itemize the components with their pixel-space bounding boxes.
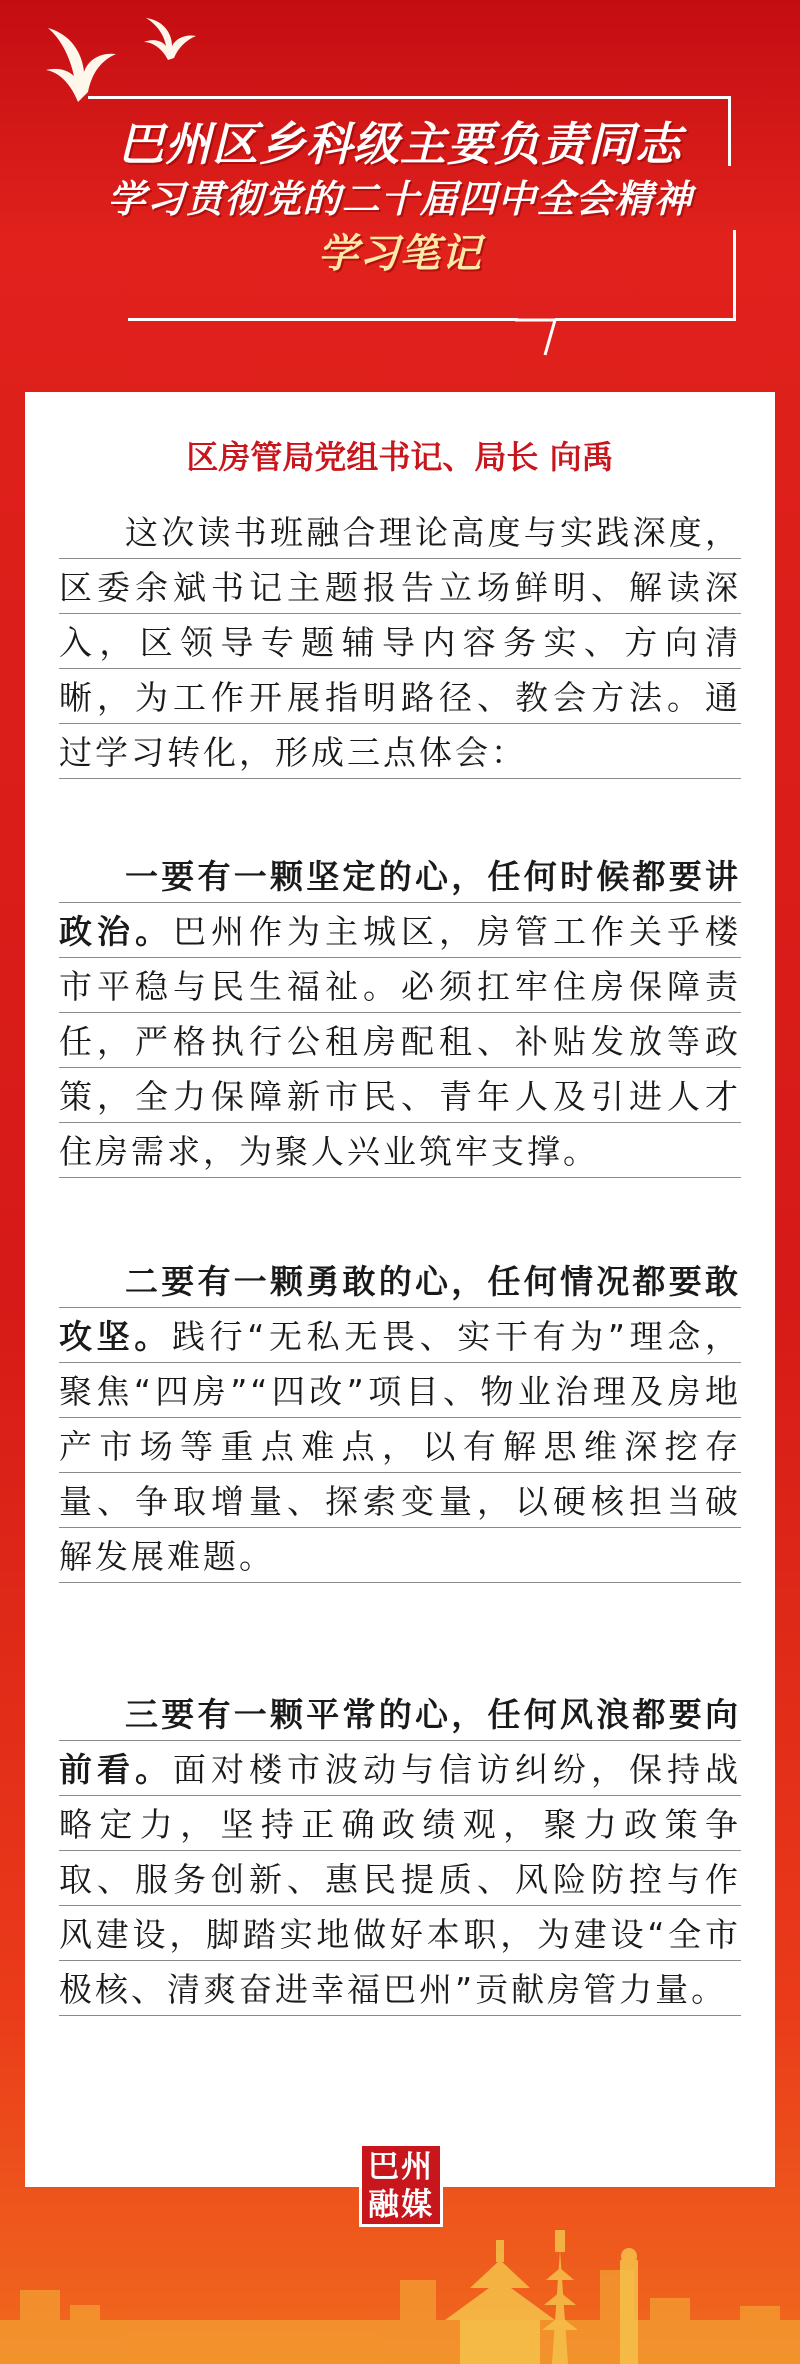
author-line: 区房管局党组书记、局长 向禹 (186, 438, 614, 476)
logo-line-1: 巴州 (368, 2149, 434, 2185)
title-line-3: 学习笔记 (318, 231, 482, 277)
dove-icon (40, 12, 120, 107)
article-card (25, 392, 775, 2187)
paragraph-lead: 二要有一颗勇敢的心，任何情况都要敢攻坚。 (59, 1262, 741, 1356)
frame-line (555, 318, 735, 321)
paragraph-lead: 一要有一颗坚定的心，任何时候都要讲政治。 (59, 857, 741, 951)
paragraph-body: 巴州作为主城区，房管工作关乎楼市平稳与民生福祉。必须扛牢住房保障责任，严格执行公租房配租、补贴发放等政策，全力保障新市民、青年人及引进人才住房需求，为聚人兴业筑牢支撑。 (59, 912, 741, 1171)
title-line-1: 巴州区乡科级主要负责同志 (118, 117, 682, 171)
paragraph-point-2 (59, 1254, 741, 1584)
paragraph-point-1 (59, 849, 741, 1179)
title-line-2: 学习贯彻党的二十届四中全会精神 (107, 177, 693, 221)
speech-bubble-tail (515, 300, 575, 360)
paragraph-intro (59, 505, 741, 780)
logo-line-2: 融媒 (368, 2187, 434, 2223)
header-banner (0, 0, 800, 380)
paragraph-body: 这次读书班融合理论高度与实践深度，区委余斌书记主题报告立场鲜明、解读深入，区领导专题辅导内容务实、方向清晰，为工作开展指明路径、教会方法。通过学习转化，形成三点体会： (59, 513, 741, 772)
paragraph-point-3 (59, 1687, 741, 2017)
paragraph-body: 践行“无私无畏、实干有为”理念，聚焦“四房”“四改”项目、物业治理及房地产市场等重点难点，以有解思维深挖存量、争取增量、探索变量，以硬核担当破解发展难题。 (59, 1317, 741, 1576)
paragraph-body: 面对楼市波动与信访纠纷，保持战略定力，坚持正确政绩观，聚力政策争取、服务创新、惠民提质、风险防控与作风建设，脚踏实地做好本职，为建设“全市极核、清爽奋进幸福巴州”贡献房管力量。 (59, 1750, 741, 2009)
paragraph-lead: 三要有一颗平常的心，任何风浪都要向前看。 (59, 1695, 741, 1789)
dove-icon (140, 8, 200, 68)
city-skyline (0, 2210, 800, 2364)
frame-line (128, 318, 518, 321)
frame-line (88, 96, 728, 99)
